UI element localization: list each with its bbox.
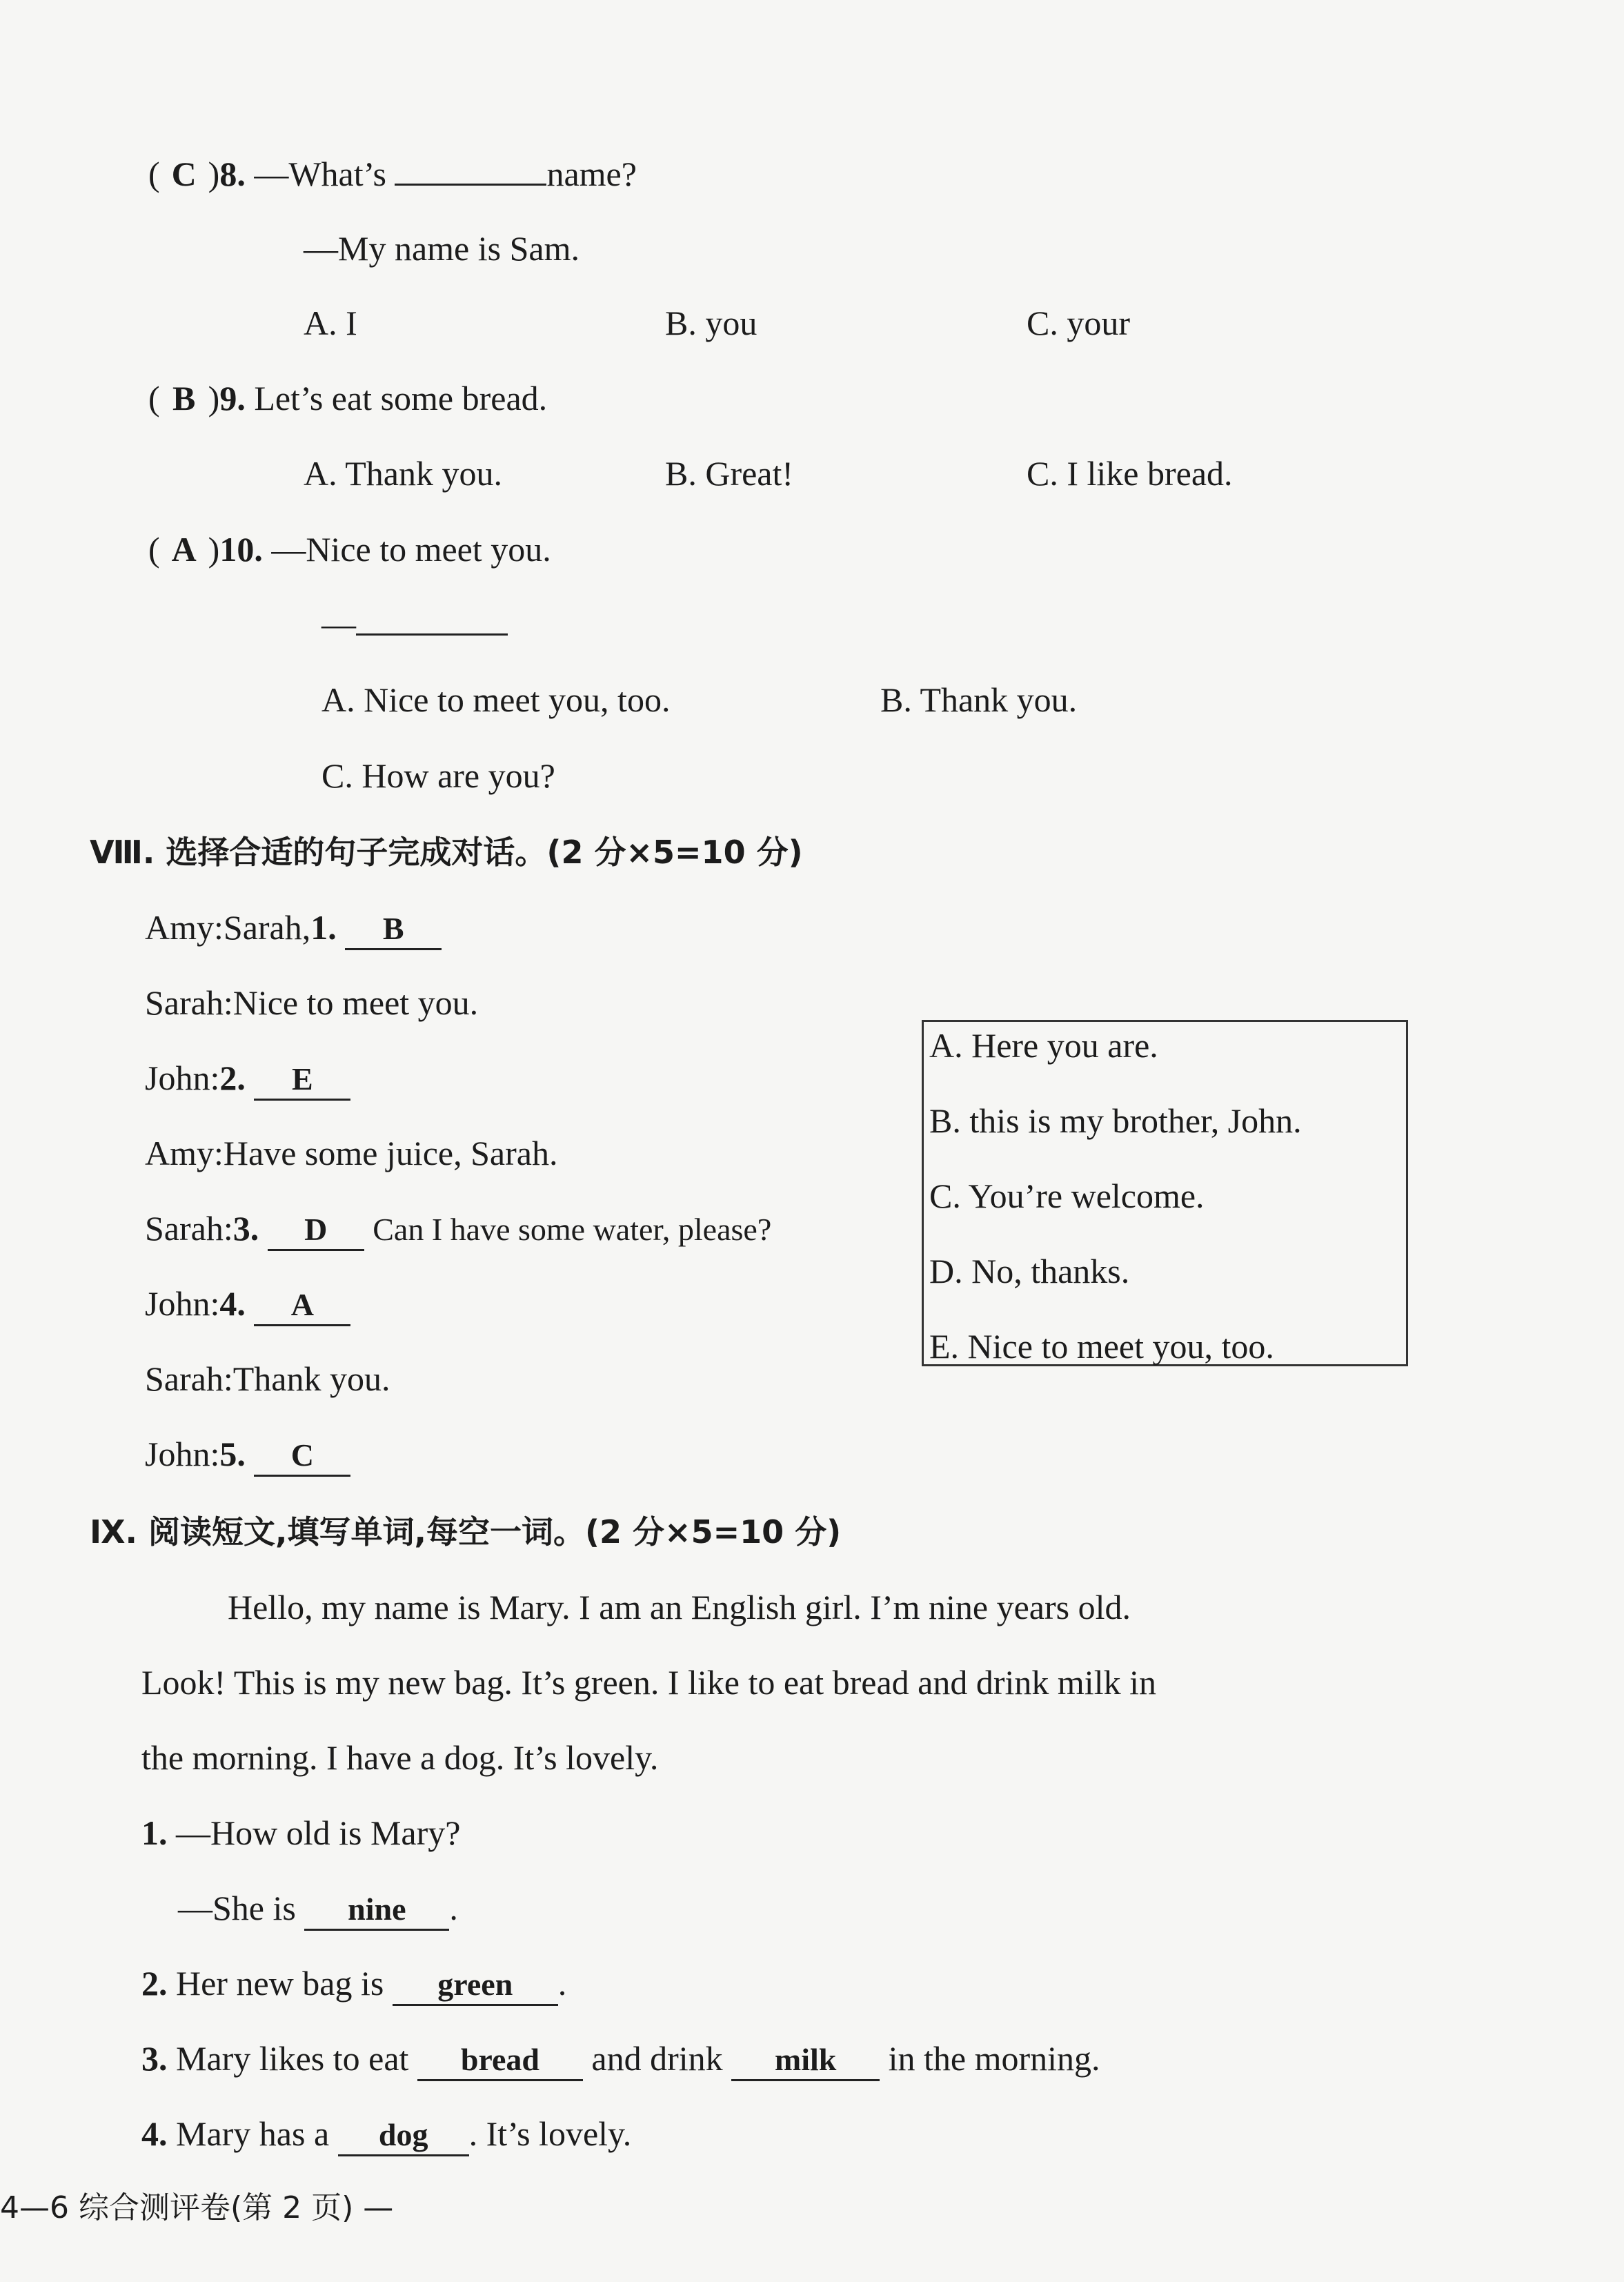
question-prompt: Let’s eat some bread. [254,379,548,417]
question-mid: and drink [591,2039,723,2078]
dialogue-line-4: Amy:Have some juice, Sarah. [145,1134,558,1172]
dialogue-tail: Can I have some water, please? [373,1212,772,1247]
section-8-heading: Ⅷ. 选择合适的句子完成对话。(2 分×5=10 分) [90,834,803,871]
page-footer: 4—6 综合测评卷(第 2 页) — [0,2190,394,2225]
paren-close: ) [208,530,220,569]
speaker-text: John: [145,1284,220,1323]
question-text: Mary likes to eat [176,2039,409,2078]
reply-end: . [449,1889,458,1927]
question-number: 1. [141,1813,168,1852]
paren-close: ) [208,379,220,417]
question-text: Mary has a [176,2114,330,2153]
question-number: 8. [219,155,246,193]
question-end: . It’s lovely. [468,2114,632,2153]
reply-dash: — [321,604,356,643]
reading-question-1 [141,1812,460,1853]
option-a: A. I [304,304,357,342]
section-9-heading: Ⅸ. 阅读短文,填写单词,每空一词。(2 分×5=10 分) [90,1513,842,1551]
answer-blank: dog [338,2116,469,2156]
box-option-a: A. Here you are. [929,1026,1158,1065]
reading-question-3 [141,2038,1100,2081]
dialogue-line-1 [145,907,442,950]
paren-close: ) [208,155,220,193]
answer-q8: C [171,155,197,193]
dialogue-line-7: Sarah:Thank you. [145,1359,390,1398]
answer-blank-2: milk [731,2040,880,2081]
answer-blank: C [254,1436,350,1477]
answer-blank: A [254,1286,350,1326]
question-text: Her new bag is [176,1964,384,2003]
question-8 [148,153,637,195]
question-prompt-end: name? [546,155,637,193]
option-a: A. Nice to meet you, too. [321,680,671,719]
answer-q10: A [171,530,197,569]
answer-blank: B [345,909,442,950]
speaker-text: John: [145,1435,220,1473]
dialogue-line-2: Sarah:Nice to meet you. [145,983,479,1022]
option-b: B. Great! [665,454,794,493]
paren-open: ( [148,530,160,569]
blank-number: 3. [232,1209,259,1248]
question-end: in the morning. [888,2039,1100,2078]
dialogue-line-3 [145,1057,350,1101]
blank-number: 1. [310,908,337,947]
paren-open: ( [148,155,160,193]
question-10 [148,529,551,570]
question-number: 10. [219,530,263,569]
speaker-text: Sarah: [145,1209,233,1248]
question-number: 2. [141,1964,168,2003]
options-box [922,1020,1408,1366]
reply-text: —She is [178,1889,296,1927]
reply-line: —My name is Sam. [304,229,580,268]
question-prompt: —Nice to meet you. [271,530,551,569]
box-option-b: B. this is my brother, John. [929,1101,1302,1140]
passage-line-2: Look! This is my new bag. It’s green. I like to eat bread and drink milk in [141,1663,1156,1702]
answer-blank-1: bread [417,2040,583,2081]
question-number: 3. [141,2039,168,2078]
passage-line-1: Hello, my name is Mary. I am an English girl. I’m nine years old. [228,1588,1131,1626]
option-c: C. I like bread. [1027,454,1233,493]
option-c: C. How are you? [321,756,555,795]
dialogue-line-8 [145,1433,350,1477]
reply-line [321,603,508,645]
option-c: C. your [1027,304,1130,342]
question-prompt: —What’s [254,155,386,193]
dialogue-line-5 [145,1208,771,1251]
answer-blank: green [393,1965,558,2006]
reading-answer-1 [178,1887,458,1931]
speaker-text: Amy:Sarah, [145,908,311,947]
speaker-text: John: [145,1059,220,1097]
reading-question-2 [141,1963,566,2006]
option-a: A. Thank you. [304,454,502,493]
answer-blank: E [254,1060,350,1101]
answer-blank [395,184,546,186]
passage-line-3: the morning. I have a dog. It’s lovely. [141,1738,659,1777]
blank-number: 5. [219,1435,246,1473]
blank-number: 4. [219,1284,246,1323]
paren-open: ( [148,379,160,417]
option-b: B. Thank you. [880,680,1078,719]
box-option-c: C. You’re welcome. [929,1177,1205,1215]
reading-question-4 [141,2113,631,2156]
question-number: 9. [219,379,246,417]
dialogue-line-6 [145,1283,350,1326]
question-end: . [557,1964,567,2003]
answer-blank: D [268,1210,364,1251]
answer-blank: nine [304,1890,449,1931]
question-text: —How old is Mary? [176,1813,461,1852]
option-b: B. you [665,304,757,342]
answer-q9: B [172,379,196,417]
blank-number: 2. [219,1059,246,1097]
box-option-d: D. No, thanks. [929,1252,1130,1290]
answer-blank [356,633,508,636]
question-9 [148,377,547,419]
question-number: 4. [141,2114,168,2153]
box-option-e: E. Nice to meet you, too. [929,1327,1274,1366]
